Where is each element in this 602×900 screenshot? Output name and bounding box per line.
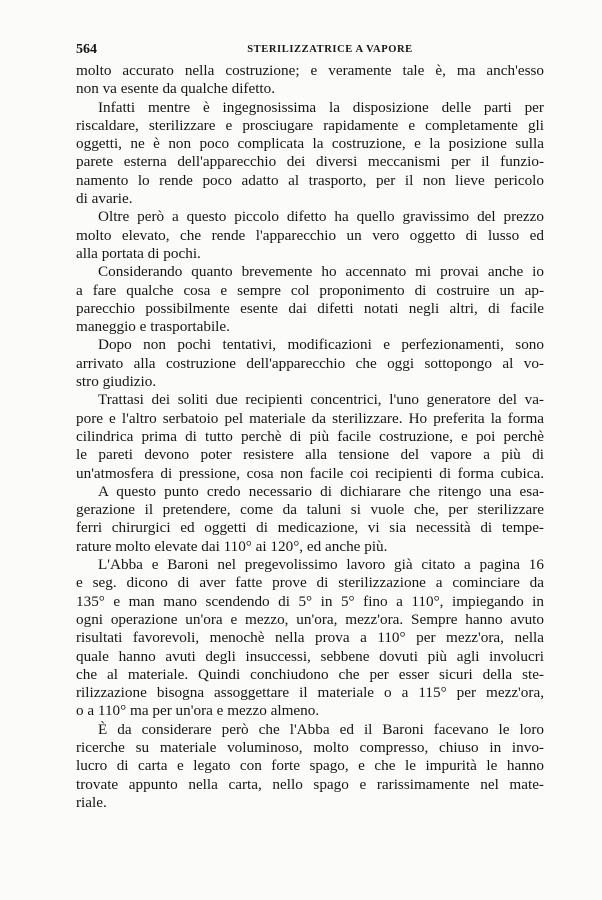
text-line: A questo punto credo necessario di dichiarare che ritengo una esa-	[98, 482, 544, 500]
text-line: maneggio e trasportabile.	[76, 318, 230, 336]
paragraph	[76, 483, 544, 556]
text-line: risultati favorevoli, menochè nella prova a 110° per mezz'ora, nella	[76, 629, 544, 647]
text-line: ferri chirurgici ed oggetti di medicazione, vi sia necessità di tempe-	[76, 519, 544, 537]
paragraph	[76, 391, 544, 482]
paragraph	[76, 263, 544, 336]
text-line: trovate appunto nella carta, nello spago e rarissimamente nel mate-	[76, 775, 544, 793]
body-text	[76, 62, 544, 812]
text-line: e seg. dicono di aver fatte prove di sterilizzazione a cominciare da	[76, 574, 544, 592]
text-line: Infatti mentre è ingegnosissima la disposizione delle parti per	[98, 98, 544, 116]
text-line: arrivato alla costruzione dell'apparecchio che oggi sottopongo al vo-	[76, 354, 544, 372]
text-line: molto accurato nella costruzione; e veramente tale è, ma anch'esso	[76, 62, 544, 79]
text-line: Trattasi dei soliti due recipienti concentrici, l'uno generatore del va-	[98, 391, 544, 409]
text-line: un'atmosfera di pressione, cosa non facile coi recipienti di forma cubica.	[76, 464, 544, 482]
text-line: Considerando quanto brevemente ho accennato mi provai anche io	[98, 263, 544, 281]
text-line: cilindrica prima di tutto perchè di più facile costruzione, e poi perchè	[76, 427, 544, 445]
text-line: Dopo non pochi tentativi, modificazioni e perfezionamenti, sono	[98, 336, 544, 354]
paragraph	[76, 208, 544, 263]
text-line: di avarie.	[76, 190, 133, 208]
text-line: parecchio possibilmente esente dai difetti notati negli altri, di facile	[76, 299, 544, 317]
text-line: molto elevato, che rende l'apparecchio un vero oggetto di lusso ed	[76, 226, 544, 244]
text-line: ricerche su materiale voluminoso, molto compresso, chiuso in invo-	[76, 738, 544, 756]
text-line: rilizzazione bisogna assoggettare il materiale o a 115° per mezz'ora,	[76, 684, 544, 702]
text-line: lucro di carta e legato con forte spago, e che le impurità le hanno	[76, 757, 544, 775]
text-line: a fare qualche cosa e sempre col proponimento di costruire un ap-	[76, 281, 544, 299]
text-line: riale.	[76, 793, 107, 811]
text-line: quale hanno avuti degli insuccessi, sebbene dovuti più agli involucri	[76, 647, 544, 665]
paragraph	[76, 556, 544, 721]
text-line: namento lo rende poco adatto al trasporto, per il non lieve pericolo	[76, 171, 544, 189]
page-header	[76, 42, 544, 60]
text-line: rature molto elevate dai 110° ai 120°, ed anche più.	[76, 537, 388, 555]
paragraph	[76, 721, 544, 812]
text-line: alla portata di pochi.	[76, 244, 201, 262]
text-line: È da considerare però che l'Abba ed il Baroni facevano le loro	[98, 720, 544, 738]
text-line: parete esterna dell'apparecchio dei diversi meccanismi per il funzio-	[76, 153, 544, 171]
text-line: pore e l'altro serbatoio pel materiale da sterilizzare. Ho preferita la forma	[76, 409, 544, 427]
text-line: gerazione il pretendere, come da taluni si vuole che, per sterilizzare	[76, 501, 544, 519]
text-line: ogni operazione un'ora e mezzo, un'ora, mezz'ora. Sempre hanno avuto	[76, 610, 544, 628]
paragraph	[76, 99, 544, 209]
text-line: Oltre però a questo piccolo difetto ha quello gravissimo del prezzo	[98, 208, 544, 226]
page-number: 564	[76, 42, 97, 57]
text-line: oggetti, ne è non poco complicata la costruzione, e la posizione sulla	[76, 135, 544, 153]
text-line: o a 110° ma per un'ora e mezzo almeno.	[76, 702, 320, 720]
text-line: stro giudizio.	[76, 373, 157, 391]
text-line: 135° e man mano scendendo di 5° in 5° fino a 110°, impiegando in	[76, 592, 544, 610]
text-line: L'Abba e Baroni nel pregevolissimo lavoro già citato a pagina 16	[98, 556, 544, 574]
running-title: STERILIZZATRICE A VAPORE	[247, 44, 413, 55]
paragraph	[76, 336, 544, 391]
text-line: le pareti devono poter resistere alla tensione del vapore a più di	[76, 446, 544, 464]
text-line: riscaldare, sterilizzare e prosciugare rapidamente e completamente gli	[76, 116, 544, 134]
text-line: che al materiale. Quindi conchiudono che per esser sicuri della ste-	[76, 665, 544, 683]
text-line: non va esente da qualche difetto.	[76, 80, 276, 98]
paragraph	[76, 62, 544, 99]
